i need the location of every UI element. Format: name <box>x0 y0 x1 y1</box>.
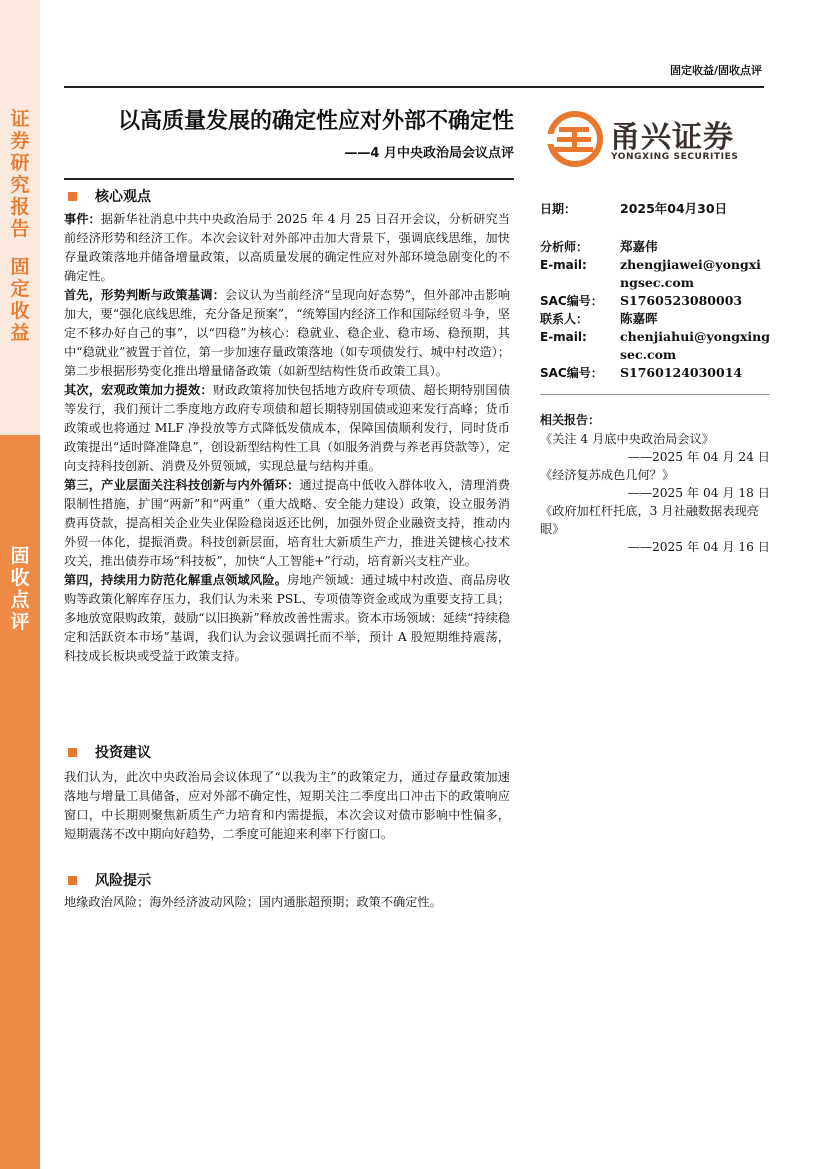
analyst-email-row: E-mail: zhengjiawei@yongxingsec.com <box>540 256 770 292</box>
title-divider <box>64 178 514 180</box>
page-subtitle: ——4 月中央政治局会议点评 <box>344 146 514 161</box>
paragraph-fourth: 第四，持续用力防范化解重点领域风险。房地产领域：通过城中村改造、商品房收购等政策化解库存压力，我们认为未来 PSL、专项债等资金或成为重要支持工具；多地放宽限购政策，鼓励“以旧换新”释放改善性需求。资本市场领域：延续“持续稳定和活跃资本市场”基调，我们认为会议强调托而不举，预计 A 股短期维持震荡，科技成长板块或受益于政策支持。 <box>64 573 511 663</box>
section-core-heading: 核心观点 <box>64 186 151 206</box>
analyst-email-link[interactable]: zhengjiawei@yongxingsec.com <box>620 257 761 290</box>
contact-sac-row: SAC编号： S1760124030014 <box>540 365 743 380</box>
square-bullet-icon <box>68 192 77 201</box>
logo-name-en: YONGXING SECURITIES <box>611 152 739 162</box>
core-body <box>64 210 510 666</box>
header-divider <box>64 86 764 88</box>
analyst-row: 分析师： 郑嘉伟 <box>540 239 658 254</box>
paragraph-second: 其次，宏观政策加力提效：财政政策将加快包括地方政府专项债、超长期特别国债等发行，我们预计二季度地方政府专项债和超长期特别国债或迎来发行高峰；货币政策或也将通过 MLF 净投放等方式降低发债成本，保障国债顺利发行，同时货币政策提出“适时降准降息”，创设新型结构性工具（如服务消费与养老再贷款等），定向支持科技创新、消费及外贸领域，实现总量与结构并重。 <box>64 383 511 473</box>
related-report-item[interactable]: 《政府加杠杆托底，3 月社融数据表现亮眼》 ——2025 年 04 月 16 日 <box>540 504 770 554</box>
report-category: 固定收益/固收点评 <box>669 64 762 77</box>
section-risk-heading: 风险提示 <box>64 870 151 890</box>
contact-email-link[interactable]: chenjiahui@yongxingsec.com <box>620 329 770 362</box>
contact-email-row: E-mail: chenjiahui@yongxingsec.com <box>540 329 770 362</box>
paragraph-third: 第三，产业层面关注科技创新与内外循环：通过提高中低收入群体收入，清理消费限制性措施，扩围“两新”和“两重”（重大战略、安全能力建设）政策，设立服务消费再贷款，提高相关企业失业保险稳岗返还比例，加强外贸企业融资支持，推动内外贸一体化，提振消费。科技创新层面，培育壮大新质生产力，推进关键核心技术攻关，推出债券市场“科技板”，加快“人工智能+”行动，培育新兴支柱产业。 <box>64 478 511 568</box>
square-bullet-icon <box>68 876 77 885</box>
analyst-info <box>540 200 770 382</box>
risk-body: 地缘政治风险；海外经济波动风险；国内通胀超预期；政策不确定性。 <box>64 895 442 909</box>
related-report-item[interactable]: 《经济复苏成色几何？》 ——2025 年 04 月 18 日 <box>540 468 770 500</box>
company-logo <box>545 110 760 170</box>
invest-body: 我们认为，此次中央政治局会议体现了“以我为主”的政策定力，通过存量政策加速落地与增量工具储备，应对外部不确定性，短期关注二季度出口冲击下的政策响应窗口，中长期则聚焦新质生产力培育和内需提振，本次会议对债市影响中性偏多，短期震荡不改中期向好趋势，二季度可能迎来利率下行窗口。 <box>64 770 510 841</box>
page-title: 以高质量发展的确定性应对外部不确定性 <box>117 109 514 134</box>
info-divider <box>540 394 770 395</box>
date-row: 日期： 2025年04月30日 <box>540 201 728 216</box>
square-bullet-icon <box>68 748 77 757</box>
logo-mark-icon <box>545 110 607 168</box>
side-label-report-type: 证 券 研 究 报 告 固 定 收 益 <box>10 108 30 344</box>
logo-name-cn: 甬兴证券 <box>610 120 734 155</box>
related-report-item[interactable]: 《关注 4 月底中央政治局会议》 ——2025 年 04 月 24 日 <box>540 432 770 464</box>
analyst-sac-row: SAC编号： S1760523080003 <box>540 293 743 308</box>
side-label-review: 固 收 点 评 <box>10 545 30 633</box>
section-invest-heading: 投资建议 <box>64 742 151 762</box>
contact-row: 联系人： 陈嘉晖 <box>540 311 658 326</box>
related-reports-list <box>540 430 770 556</box>
related-reports-title: 相关报告： <box>540 413 601 427</box>
paragraph-first: 首先，形势判断与政策基调：会议认为当前经济“呈现向好态势”，但外部冲击影响加大，要“强化底线思维，充分备足预案”，“统筹国内经济工作和国际经贸斗争，坚定不移办好自己的事”，以“四稳”为核心：稳就业、稳企业、稳市场、稳预期，其中“稳就业”被置于首位，第一步加速存量政策落地（如专项债发行、城中村改造）；第二步根据形势变化推出增量储备政策（如新型结构性货币政策工具）。 <box>64 288 511 378</box>
paragraph-event: 事件：据新华社消息中共中央政治局于 2025 年 4 月 25 日召开会议，分析研究当前经济形势和经济工作。本次会议针对外部冲击加大背景下，强调底线思维，加快存量政策落地并储备增量政策，以高质量发展的确定性应对外部环境急剧变化的不确定性。 <box>64 212 510 283</box>
